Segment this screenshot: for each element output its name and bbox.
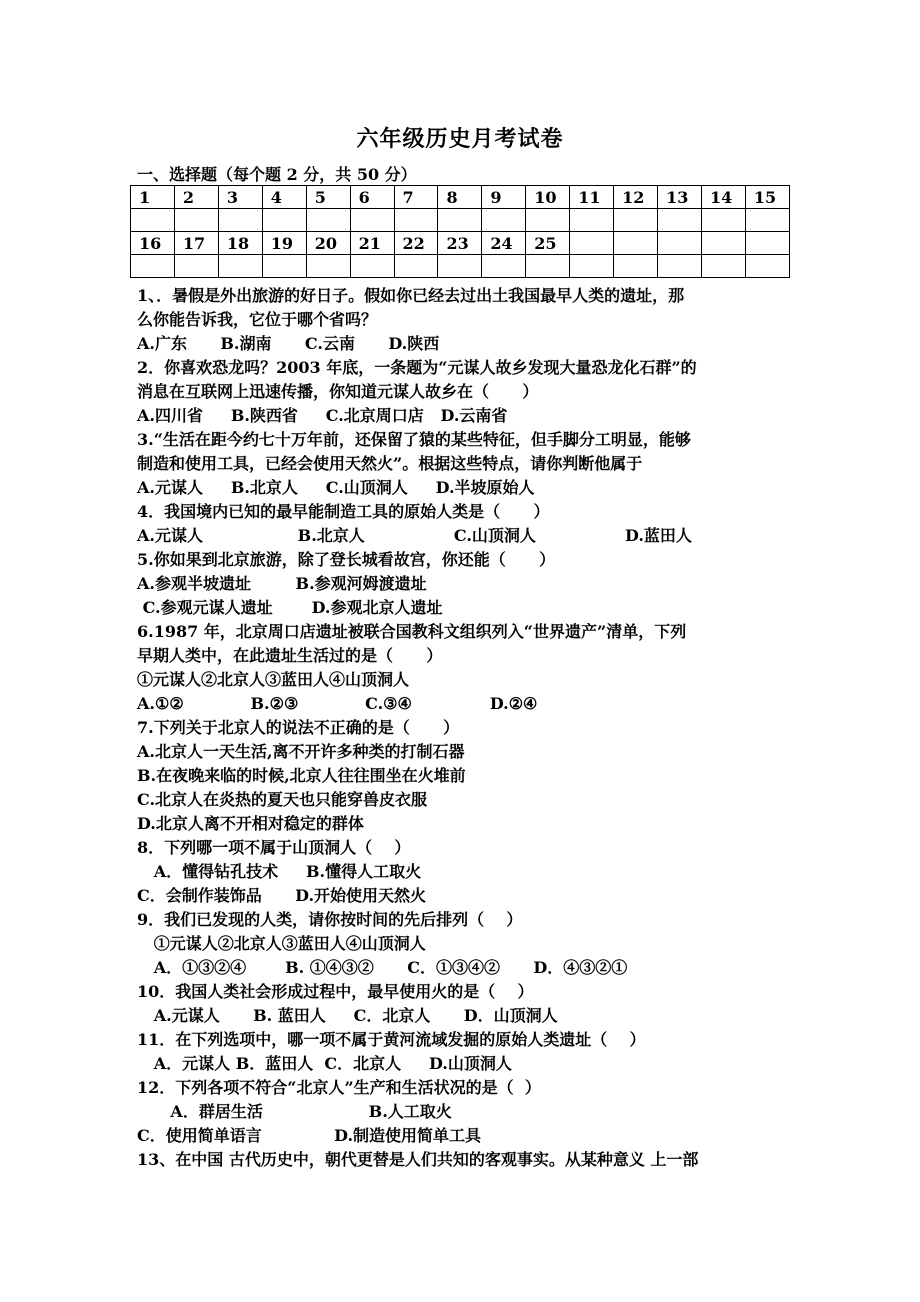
question-options: A.元谋人 B. 蓝田人 C．北京人 D．山顶洞人 [137, 1006, 558, 1025]
answer-cell[interactable] [306, 209, 350, 232]
exam-title: 六年级历史月考试卷 [356, 126, 564, 152]
answer-number-cell: 17 [174, 232, 218, 255]
answer-number-cell: 5 [306, 186, 350, 209]
answer-cell[interactable] [482, 209, 526, 232]
question-line: 早期人类中，在此遗址生活过的是（ ） [137, 646, 443, 665]
answer-cell[interactable] [438, 255, 482, 278]
answer-number-cell: 10 [526, 186, 570, 209]
answer-number-cell: 11 [570, 186, 614, 209]
question-options: C.北京人在炎热的夏天也只能穿兽皮衣服 [137, 790, 428, 809]
answer-number-cell [658, 232, 702, 255]
question-line: 11．在下列选项中，哪一项不属于黄河流域发掘的原始人类遗址（ ） [137, 1030, 646, 1049]
question-line: ①元谋人②北京人③蓝田人④山顶洞人 [137, 934, 426, 953]
answer-cell[interactable] [526, 209, 570, 232]
answer-cell[interactable] [131, 209, 175, 232]
answer-number-cell: 4 [262, 186, 306, 209]
answer-cell[interactable] [174, 209, 218, 232]
question-options: A.①② B.②③ C.③④ D.②④ [137, 694, 538, 713]
question-options: A．元谋人 B．蓝田人 C．北京人 D.山顶洞人 [137, 1054, 512, 1073]
answer-cell[interactable] [218, 209, 262, 232]
question-line: 么你能告诉我，它位于哪个省吗？ [137, 310, 378, 329]
question-line: 8．下列哪一项不属于山顶洞人（ ） [137, 838, 411, 857]
answer-number-cell: 20 [306, 232, 350, 255]
answer-number-cell: 1 [131, 186, 175, 209]
answer-cell[interactable] [658, 255, 702, 278]
answer-number-cell: 14 [701, 186, 745, 209]
question-options: D.北京人离不开相对稳定的群体 [137, 814, 364, 833]
answer-number-cell: 15 [745, 186, 789, 209]
question-line: 消息在互联网上迅速传播，你知道元谋人故乡在（ ） [137, 382, 539, 401]
answer-cell[interactable] [570, 209, 614, 232]
answer-number-cell: 9 [482, 186, 526, 209]
answer-cell[interactable] [701, 255, 745, 278]
question-line: 9．我们已发现的人类，请你按时间的先后排列（ ） [137, 910, 523, 929]
question-options: C.参观元谋人遗址 D.参观北京人遗址 [137, 598, 443, 617]
answer-number-cell [614, 232, 658, 255]
answer-number-cell: 7 [394, 186, 438, 209]
answer-cell[interactable] [745, 209, 789, 232]
answer-number-cell: 23 [438, 232, 482, 255]
question-line: 2．你喜欢恐龙吗？2003 年底，一条题为“元谋人故乡发现大量恐龙化石群”的 [137, 358, 697, 377]
answer-cell[interactable] [394, 255, 438, 278]
question-options: A.元谋人 B.北京人 C.山顶洞人 D.蓝田人 [137, 526, 692, 545]
question-line: 6.1987 年，北京周口店遗址被联合国教科文组织列入“世界遗产”清单，下列 [137, 622, 687, 641]
answer-cell[interactable] [131, 255, 175, 278]
answer-cell[interactable] [658, 209, 702, 232]
question-options: A.参观半坡遗址 B.参观河姆渡遗址 [137, 574, 427, 593]
question-options: A.四川省 B.陕西省 C.北京周口店 D.云南省 [137, 406, 508, 425]
answer-cell[interactable] [482, 255, 526, 278]
question-options: C．使用简单语言 D.制造使用简单工具 [137, 1126, 482, 1145]
answer-number-cell: 2 [174, 186, 218, 209]
question-line: ①元谋人②北京人③蓝田人④山顶洞人 [137, 670, 410, 689]
answer-cell[interactable] [174, 255, 218, 278]
question-line: 制造和使用工具，已经会使用天然火”。根据这些特点，请你判断他属于 [137, 454, 643, 473]
question-line: 7.下列关于北京人的说法不正确的是（ ） [137, 718, 460, 737]
answer-cell[interactable] [350, 255, 394, 278]
answer-cell[interactable] [394, 209, 438, 232]
question-options: A.北京人一天生活,离不开许多种类的打制石器 [137, 742, 465, 761]
answer-number-cell: 6 [350, 186, 394, 209]
question-options: A.元谋人 B.北京人 C.山顶洞人 D.半坡原始人 [137, 478, 535, 497]
answer-number-row-2 [131, 232, 790, 255]
answer-cell[interactable] [218, 255, 262, 278]
answer-number-cell: 12 [614, 186, 658, 209]
answer-number-cell: 19 [262, 232, 306, 255]
answer-number-cell: 13 [658, 186, 702, 209]
answer-cell[interactable] [306, 255, 350, 278]
question-options: C．会制作装饰品 D.开始使用天然火 [137, 886, 427, 905]
question-options: A．①③②④ B. ①④③② C．①③④② D．④③②① [137, 958, 628, 977]
answer-number-cell: 25 [526, 232, 570, 255]
answer-cell[interactable] [614, 209, 658, 232]
answer-number-cell: 22 [394, 232, 438, 255]
question-line: 4．我国境内已知的最早能制造工具的原始人类是（ ） [137, 502, 550, 521]
answer-blank-row-1 [131, 209, 790, 232]
answer-table [130, 185, 790, 278]
answer-number-cell: 3 [218, 186, 262, 209]
answer-cell[interactable] [614, 255, 658, 278]
question-line: 10．我国人类社会形成过程中，最早使用火的是（ ） [137, 982, 534, 1001]
question-line: 13、在中国 古代历史中，朝代更替是人们共知的客观事实。从某种意义 上一部 [137, 1150, 699, 1169]
answer-number-row-1 [131, 186, 790, 209]
question-options: A．懂得钻孔技术 B.懂得人工取火 [137, 862, 422, 881]
answer-number-cell: 21 [350, 232, 394, 255]
answer-cell[interactable] [438, 209, 482, 232]
answer-number-cell: 18 [218, 232, 262, 255]
answer-cell[interactable] [262, 209, 306, 232]
question-line: 1、．暑假是外出旅游的好日子。假如你已经去过出土我国最早人类的遗址，那 [137, 286, 685, 305]
answer-cell[interactable] [745, 255, 789, 278]
answer-number-cell [745, 232, 789, 255]
answer-cell[interactable] [350, 209, 394, 232]
question-options: A．群居生活 B.人工取火 [137, 1102, 452, 1121]
answer-cell[interactable] [526, 255, 570, 278]
question-options: B.在夜晚来临的时候,北京人往往围坐在火堆前 [137, 766, 466, 785]
answer-blank-row-2 [131, 255, 790, 278]
question-line: 3.“生活在距今约七十万年前，还保留了猿的某些特征，但手脚分工明显，能够 [137, 430, 691, 449]
answer-number-cell [570, 232, 614, 255]
answer-cell[interactable] [262, 255, 306, 278]
section-heading: 一、选择题（每个题 2 分，共 50 分） [137, 165, 417, 184]
answer-number-cell: 16 [131, 232, 175, 255]
question-line: 12．下列各项不符合“北京人”生产和生活状况的是（ ） [137, 1078, 541, 1097]
question-list [137, 284, 792, 1172]
question-line: 5.你如果到北京旅游，除了登长城看故宫，你还能（ ） [137, 550, 556, 569]
answer-number-cell: 24 [482, 232, 526, 255]
question-options: A.广东 B.湖南 C.云南 D.陕西 [137, 334, 440, 353]
answer-cell[interactable] [701, 209, 745, 232]
answer-number-cell [701, 232, 745, 255]
answer-number-cell: 8 [438, 186, 482, 209]
answer-cell[interactable] [570, 255, 614, 278]
